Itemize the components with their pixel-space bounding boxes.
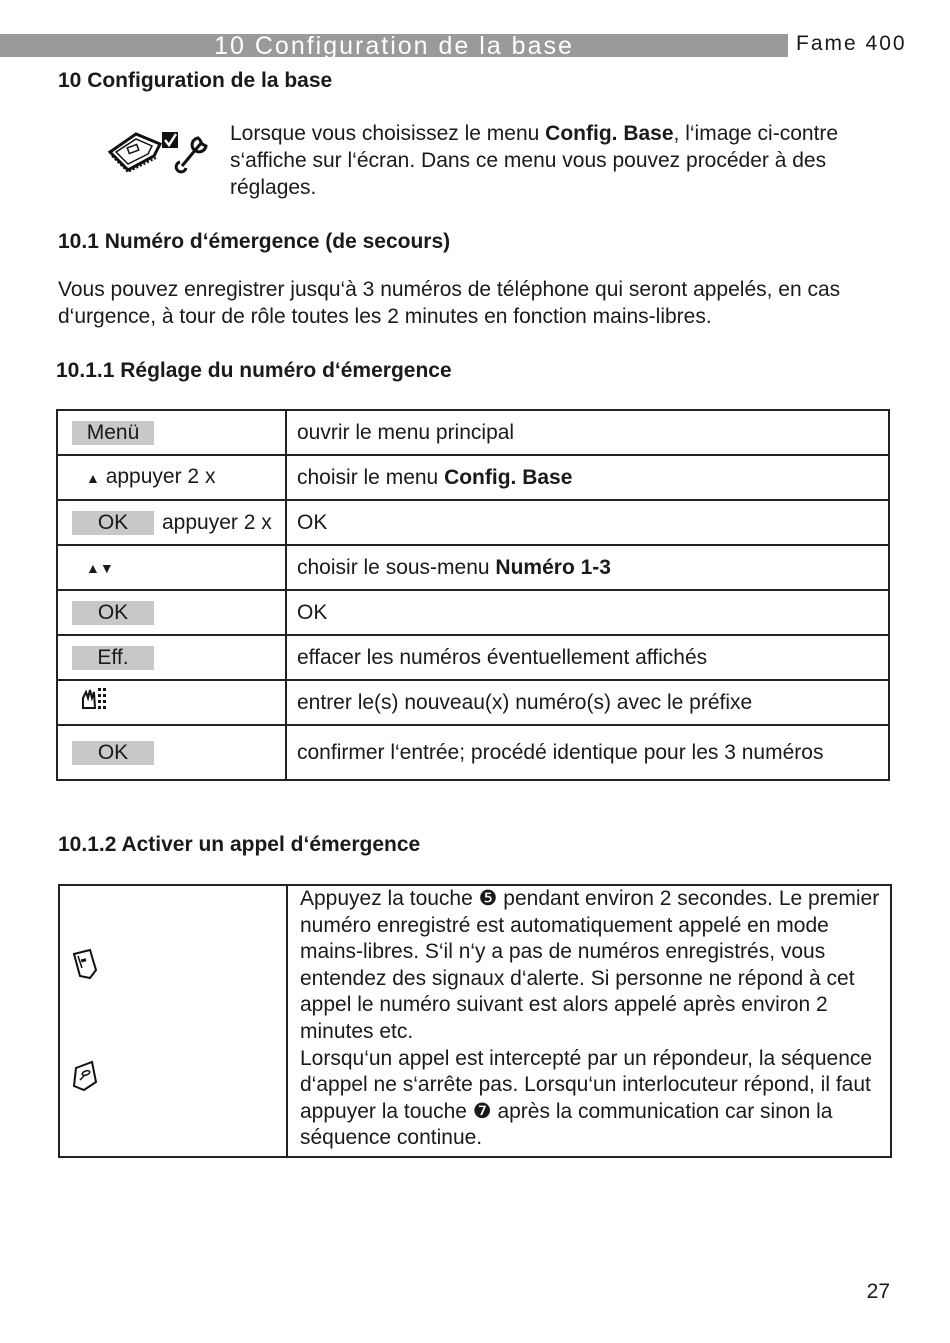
page-number: 27 [866,1280,890,1303]
table-row [57,725,889,780]
step-action: confirmer l‘entrée; procédé identique pour les 3 numéros [286,725,889,780]
table-row [57,545,889,590]
step-action: OK [286,500,889,545]
section-10-1-heading: 10.1 Numéro d‘émergence (de secours) [58,230,451,253]
menu-key[interactable]: Menü [72,421,154,445]
section-10-heading: 10 Configuration de la base [58,69,333,92]
step-action: choisir le menu Config. Base [286,455,889,500]
section-10-1-2-heading: 10.1.2 Activer un appel d‘émergence [58,833,421,856]
step-action: OK [286,590,889,635]
eff-key[interactable]: Eff. [72,646,154,670]
table-row [59,885,891,1157]
steps-table [56,409,890,781]
section-10-1-text: Vous pouvez enregistrer jusqu‘à 3 numéros de téléphone qui seront appelés, en cas d‘urgence, à tour de rôle toutes les 2 minutes en fonction mains-libres. [58,278,841,328]
ok-key[interactable]: OK [72,741,154,765]
table-row [57,455,889,500]
up-arrow-icon: ▲ [86,469,100,486]
step-action: ouvrir le menu principal [286,410,889,455]
step-action: choisir le sous-menu Numéro 1-3 [286,545,889,590]
table-row [57,410,889,455]
keypad-icon [80,686,110,719]
emergency-text-answering: Lorsqu‘un appel est intercepté par un répondeur, la séquence d‘appel ne s‘arrête pas. Lorsqu‘un interlocuteur répond, il faut appuyer la touche ❼ après la communication car sinon la séquence continue. [300,1046,873,1150]
up-down-arrows-icon: ▲▼ [86,559,114,576]
table-row [57,635,889,680]
section-10-intro: Lorsque vous choisissez le menu Config. Base, l‘image ci-contre s‘affiche sur l‘écran. Dans ce menu vous pouvez procéder à des réglages. [230,122,839,199]
step-repeat: appuyer 2 x [162,510,272,534]
ok-key[interactable]: OK [72,601,154,625]
emergency-text-call: Appuyez la touche ❺ pendant environ 2 secondes. Le premier numéro enregistré est automatiquement appelé en mode mains-libres. S‘il n‘y a pas de numéros enregistrés, vous entendez des signaux d‘alerte. Si personne ne répond à cet appel le numéro suivant est alors appelé après environ 2 minutes etc. [300,887,880,1043]
step-action: effacer les numéros éventuellement affichés [286,635,889,680]
emergency-table [58,884,892,1158]
config-base-icon [106,122,216,174]
emergency-key-icon [70,948,100,989]
step-action: entrer le(s) nouveau(x) numéro(s) avec le préfixe [286,680,889,725]
end-call-key-icon [70,1060,100,1101]
section-10-1-1-heading: 10.1.1 Réglage du numéro d‘émergence [56,359,452,382]
step-repeat: appuyer 2 x [105,465,216,489]
header-product-name: Fame 400 [796,32,907,55]
header-chapter-title: 10 Configuration de la base [214,32,574,60]
table-row [57,500,889,545]
table-row [57,590,889,635]
table-row [57,680,889,725]
ok-key[interactable]: OK [72,511,154,535]
